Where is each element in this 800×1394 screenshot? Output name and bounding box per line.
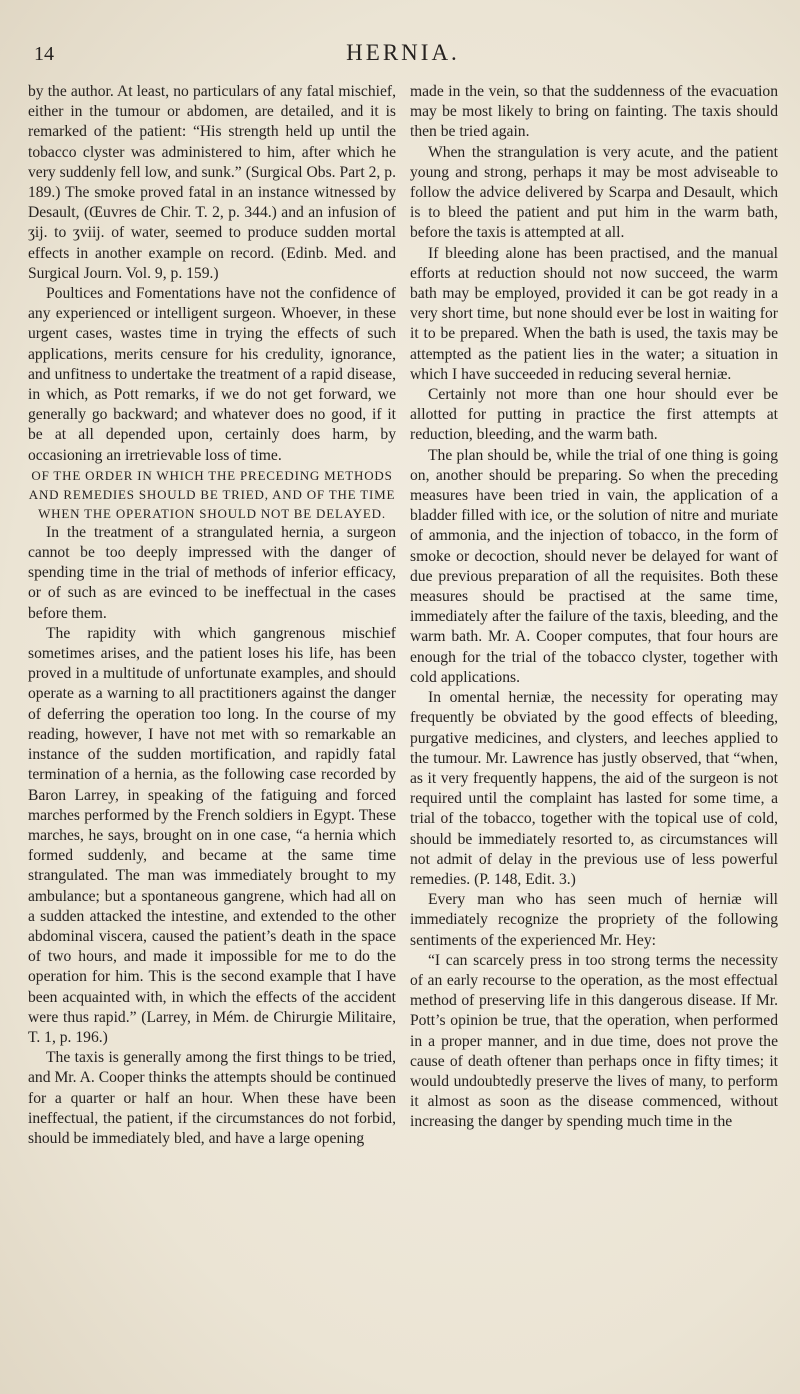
- paragraph: When the strangulation is very acute, and the patient young and strong, perhaps it may be most adviseable to follow the advice delivered by Scarpa and Desault, which is to bleed the patient and put him in the warm bath, before the taxis is attempted at all.: [410, 143, 778, 242]
- paragraph: In the treatment of a strangulated hernia, a surgeon cannot be too deeply impressed with the danger of spending time in the trial of methods of inferior efficacy, or of such as are evinced to be ineffectual in the cases before them.: [28, 523, 396, 622]
- paragraph: The plan should be, while the trial of one thing is going on, another should be preparing. So when the preceding measures have been tried in vain, the application of a bladder filled with ice, or the solution of nitre and muriate of ammonia, and the injection of tobacco, in the form of smoke or decoction, should never be delayed for want of due previous preparation of all the requisites. Both these measures should be practised at the same time, immediately after the failure of the taxis, bleeding, and the warm bath. Mr. A. Cooper computes, that four hours are enough for the trial of the tobacco clyster, together with cold applications.: [410, 446, 778, 686]
- paragraph: made in the vein, so that the suddenness of the evacuation may be most likely to bring on fainting. The taxis should then be tried again.: [410, 83, 778, 141]
- paragraph: Poultices and Fomentations have not the confidence of any experienced or intelligent surgeon. Whoever, in these urgent cases, wastes time in trying the effects of such applications, merits censure for his credulity, ignorance, and unfitness to undertake the treatment of a rapid disease, in which, as Pott remarks, if we do not get forward, we generally go backward; and whatever does no good, if it be at all depended upon, certainly does harm, by occasioning an irretrievable loss of time.: [28, 285, 396, 464]
- page-number: 14: [34, 43, 54, 65]
- paragraph: If bleeding alone has been practised, and the manual efforts at reduction should not now succeed, the warm bath may be employed, provided it can be got ready in a very short time, but none should ever be lost in waiting for it to be prepared. When the bath is used, the taxis may be attempted as the patient lies in the water; a situation in which I have succeeded in reducing several herniæ.: [410, 244, 778, 383]
- text-columns: [28, 82, 778, 1149]
- left-column: [28, 82, 396, 1149]
- paragraph: Every man who has seen much of herniæ will immediately recognize the propriety of the following sentiments of the experienced Mr. Hey:: [410, 891, 778, 949]
- right-column: [410, 82, 778, 1149]
- page-header: [28, 40, 778, 80]
- paragraph: The taxis is generally among the first things to be tried, and Mr. A. Cooper thinks the attempts should be continued for a quarter or half an hour. When these have been ineffectual, the patient, if the circumstances do not forbid, should be immediately bled, and have a large opening: [28, 1049, 396, 1147]
- paragraph: The rapidity with which gangrenous mischief sometimes arises, and the patient loses his life, has been proved in a multitude of unfortunate examples, and should operate as a warning to all practitioners against the danger of deferring the operation too long. In the course of my reading, however, I have not met with so remarkable an instance of the sudden mortification, and rapidly fatal termination of a hernia, as the following case recorded by Baron Larrey, in speaking of the fatiguing and forced marches performed by the French soldiers in Egypt. These marches, he says, brought on in one case, “a hernia which formed suddenly, and became at the same time strangulated. The man was immediately brought to my ambulance; but a spontaneous gangrene, which had all on a sudden attacked the intestine, and extended to the other abdominal viscera, caused the patient’s death in the space of two hours, and made it impossible for me to do the operation for him. This is the second example that I have been acquainted with, in which the effects of the accident were thus rapid.” (Larrey, in Mém. de Chirurgie Militaire, T. 1, p. 196.): [28, 624, 396, 1046]
- section-heading: OF THE ORDER IN WHICH THE PRECEDING METHODS AND REMEDIES SHOULD BE TRIED, AND OF THE TIME WHEN THE OPERATION SHOULD NOT BE DELAYED.: [28, 467, 396, 521]
- paragraph: Certainly not more than one hour should ever be allotted for putting in practice the first attempts at reduction, bleeding, and the warm bath.: [410, 386, 778, 444]
- paragraph: by the author. At least, no particulars of any fatal mischief, either in the tumour or abdomen, are detailed, and it is remarked of the patient: “His strength held up until the tobacco clyster was administered to him, after which he very suddenly fell low, and sunk.” (Surgical Obs. Part 2, p. 189.) The smoke proved fatal in an instance witnessed by Desault, (Œuvres de Chir. T. 2, p. 344.) and an infusion of ʒij. to ʒviij. of water, seemed to produce sudden mortal effects in another example on record. (Edinb. Med. and Surgical Journ. Vol. 9, p. 159.): [28, 83, 396, 282]
- paragraph: In omental herniæ, the necessity for operating may frequently be obviated by the good effects of bleeding, purgative medicines, and clysters, and leeches applied to the tumour. Mr. Lawrence has justly observed, that “when, as it very frequently happens, the aid of the surgeon is not required until the complaint has lasted for some time, a trial of the tobacco, together with the topical use of cold, should be immediately resorted to, as circumstances will not admit of delay in the previous use of less powerful remedies. (P. 148, Edit. 3.): [410, 689, 778, 888]
- paragraph: “I can scarcely press in too strong terms the necessity of an early recourse to the operation, as the most effectual method of preserving life in this dangerous disease. If Mr. Pott’s opinion be true, that the operation, when performed in a proper manner, and in due time, does not prove the cause of death oftener than perhaps once in fifty times; it would undoubtedly preserve the lives of many, to perform it almost as soon as the disease commenced, without increasing the danger by spending much time in the: [410, 951, 778, 1131]
- running-title: HERNIA.: [346, 40, 460, 65]
